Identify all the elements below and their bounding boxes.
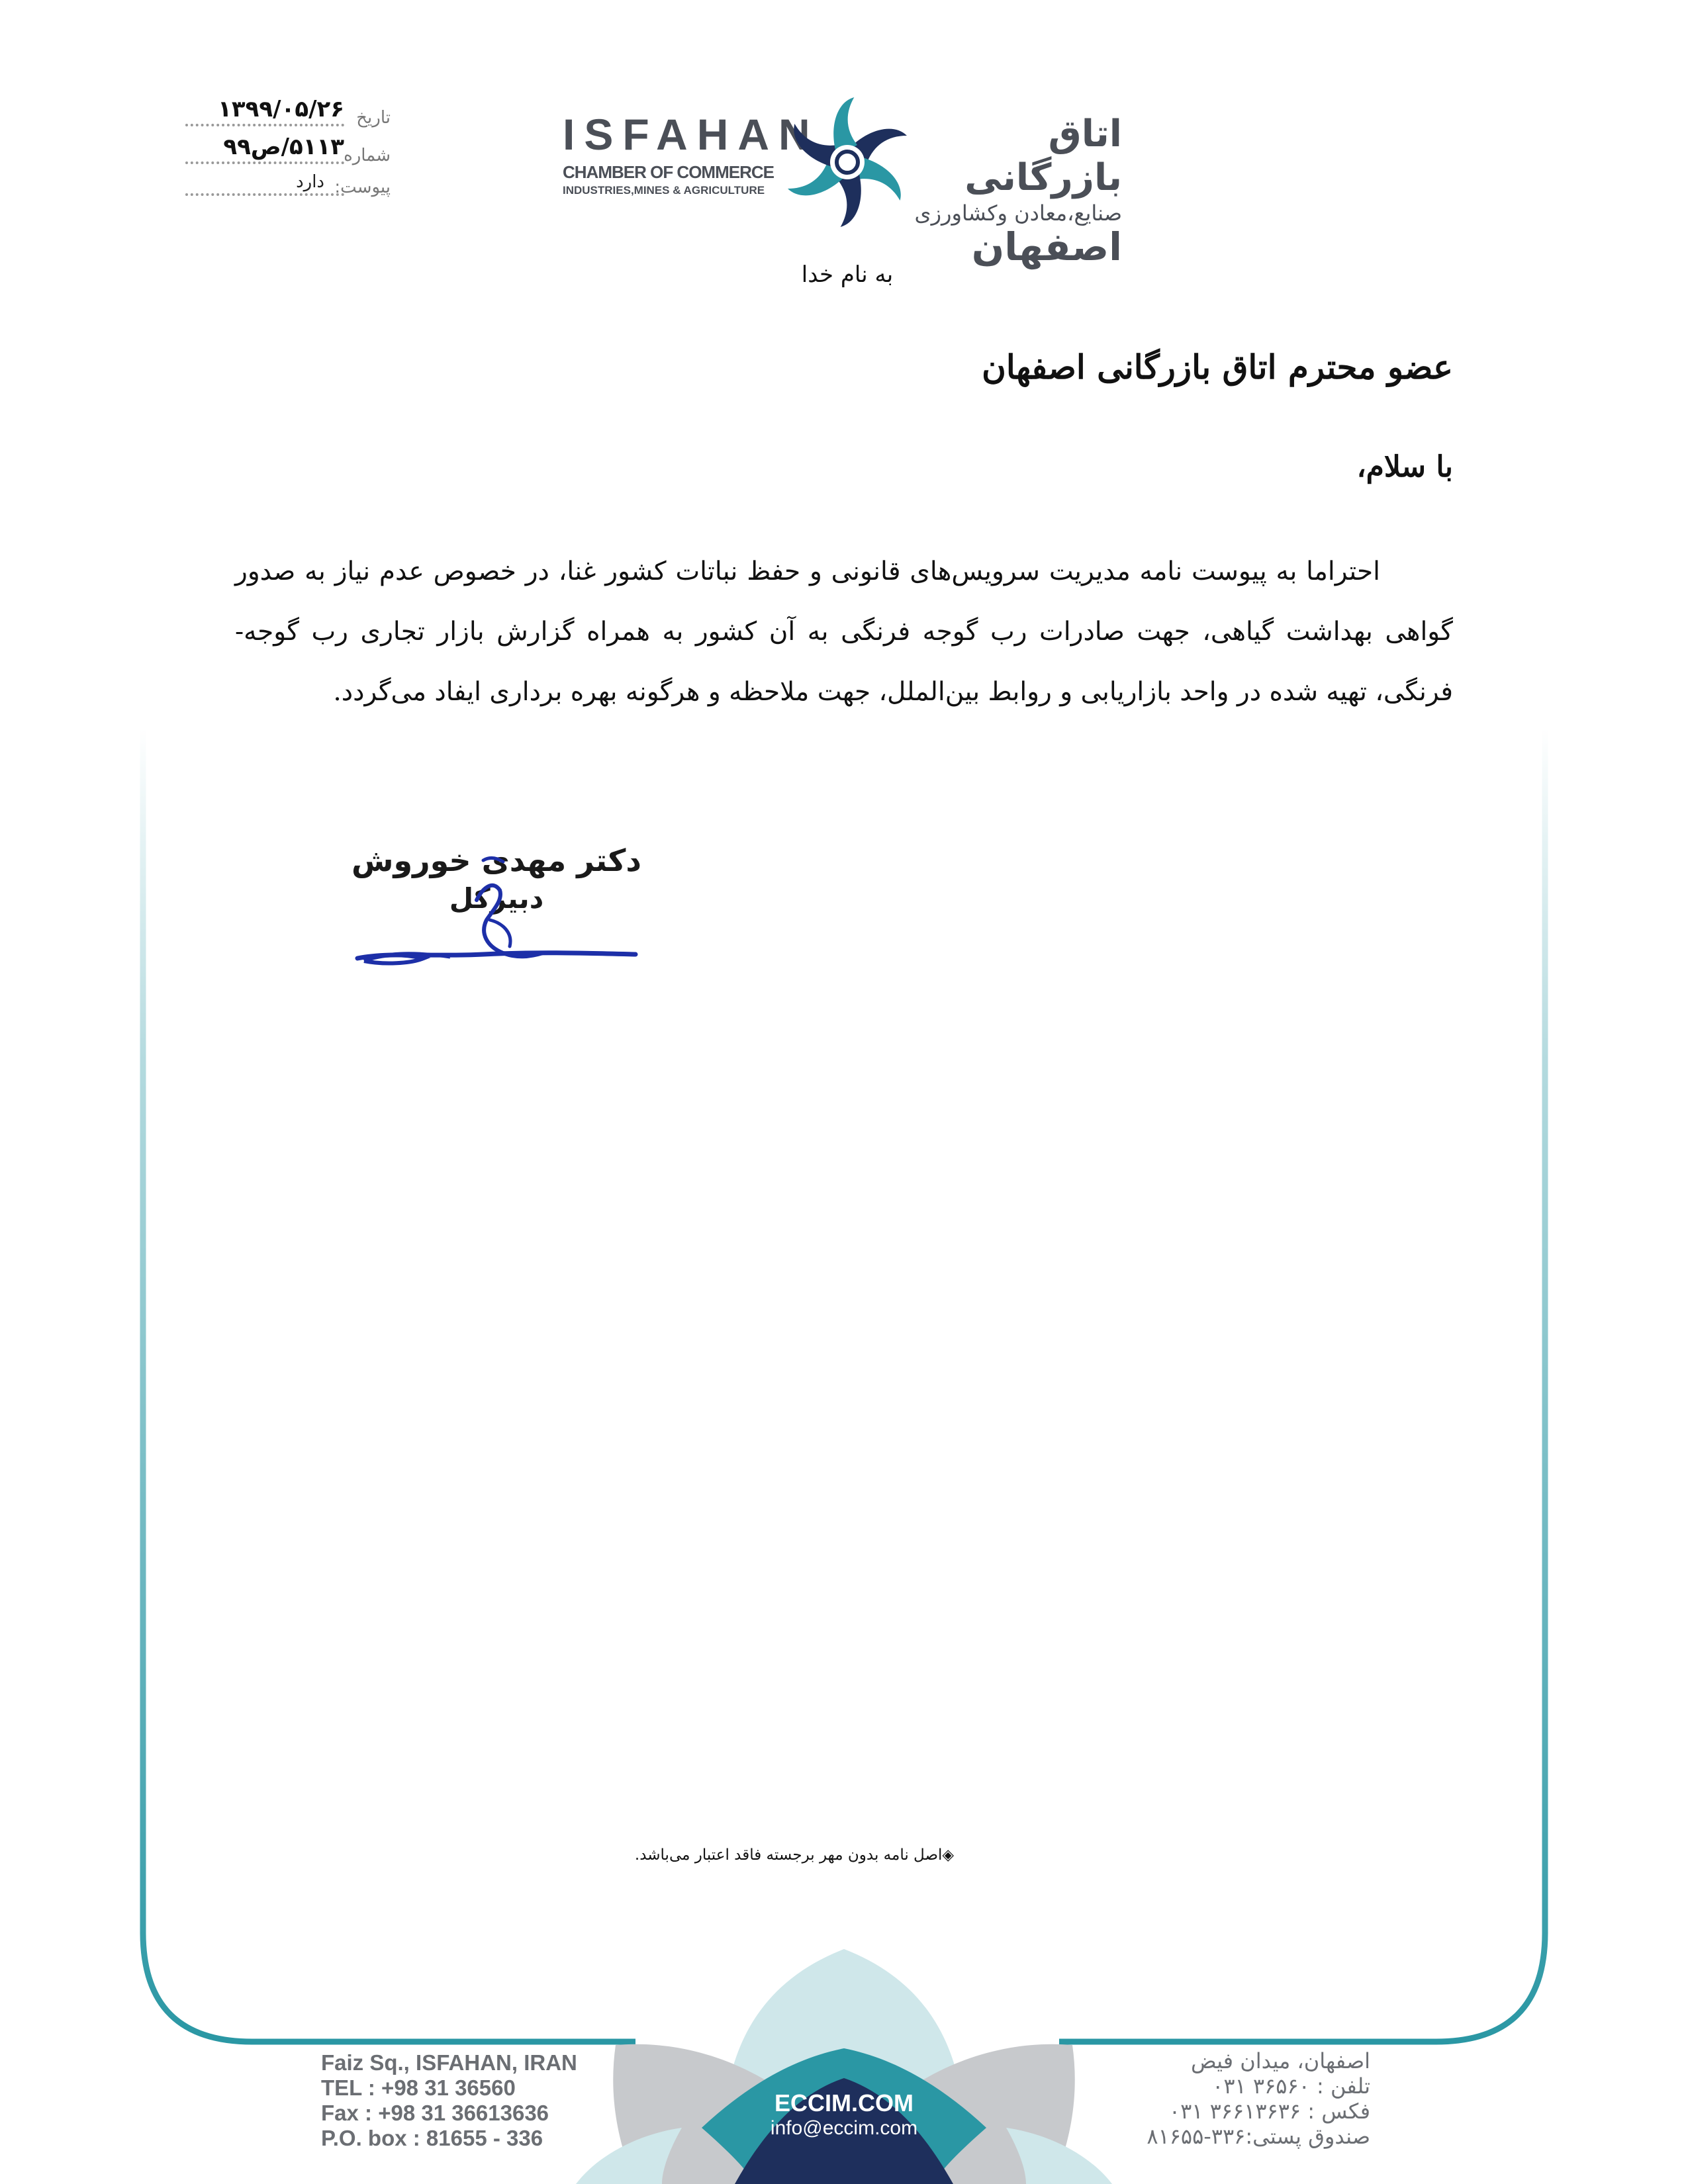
date-field	[185, 89, 391, 130]
greeting: با سلام،	[1356, 450, 1453, 484]
logo-persian	[910, 113, 1122, 267]
number-label: شماره	[344, 146, 391, 165]
address-en-line: Faiz Sq., ISFAHAN, IRAN	[321, 2050, 577, 2075]
logo-english	[563, 110, 820, 199]
logo-fa-line3: اصفهان	[971, 224, 1122, 269]
date-value: ۱۳۹۹/۰۵/۲۶	[218, 96, 344, 122]
signer-title: دبیرکل	[449, 882, 544, 915]
chamber-emblem-icon	[781, 96, 914, 228]
website-block	[728, 2090, 960, 2140]
logo-en-line3: INDUSTRIES,MINES & AGRICULTURE	[563, 184, 765, 197]
logo-en-line2: CHAMBER OF COMMERCE	[563, 162, 774, 182]
date-label: تاریخ	[356, 108, 391, 128]
website-link[interactable]: ECCIM.COM	[774, 2089, 914, 2116]
address-fa-line: تلفن : ۳۶۵۶۰ ۰۳۱	[1212, 2073, 1370, 2099]
email-link[interactable]: info@eccim.com	[770, 2117, 918, 2139]
disclaimer	[596, 1846, 993, 1864]
address-persian	[1086, 2048, 1370, 2149]
basmala: به نام خدا	[801, 261, 894, 288]
address-en-line: Fax : +98 31 36613636	[321, 2101, 549, 2125]
footer-ornament-shape	[576, 1949, 1112, 2184]
address-english	[321, 2050, 599, 2151]
addressee: عضو محترم اتاق بازرگانی اصفهان	[982, 347, 1453, 387]
address-fa-line: اصفهان، میدان فیض	[1190, 2048, 1370, 2073]
dotted-line	[185, 193, 344, 196]
diamond-icon: ◈	[942, 1846, 955, 1864]
disclaimer-text: اصل نامه بدون مهر برجسته فاقد اعتبار می‌باشد.	[634, 1846, 943, 1864]
logo-en-line1: ISFAHAN	[563, 110, 820, 159]
address-fa-line: صندوق پستی:۳۳۶-۸۱۶۵۵	[1147, 2124, 1370, 2149]
address-en-line: P.O. box : 81655 - 336	[321, 2126, 543, 2150]
dotted-line	[185, 124, 344, 126]
signer-name: دکتر مهدی خوروش	[352, 842, 641, 878]
attachment-field	[185, 159, 391, 200]
letter-body: احتراما به پیوست نامه مدیریت سرویس‌های قانونی و حفظ نباتات کشور غنا، در خصوص عدم نیاز به صدور گواهی بهداشت گیاهی، جهت صادرات رب گوجه فرنگی به آن کشور به همراه گزارش بازار تجاری رب گوجه-فرنگی، تهیه شده در واحد بازاریابی و روابط بین‌الملل، جهت ملاحظه و هرگونه بهره برداری ایفاد می‌گردد.	[235, 557, 1453, 707]
logo-fa-line1: اتاق بازرگانی	[964, 113, 1122, 199]
address-en-line: TEL : +98 31 36560	[321, 2075, 516, 2100]
address-fa-line: فکس : ۳۶۶۱۳۶۳۶ ۰۳۱	[1168, 2099, 1370, 2124]
attachment-value: دارد	[296, 172, 324, 192]
number-value: ۵۱۱۳/ص۹۹	[223, 134, 344, 160]
logo-fa-line2: صنایع،معادن وکشاورزی	[914, 201, 1122, 226]
handwritten-signature-icon	[351, 841, 642, 986]
attachment-label: پیوست:	[334, 177, 391, 197]
signature-block	[351, 841, 642, 986]
